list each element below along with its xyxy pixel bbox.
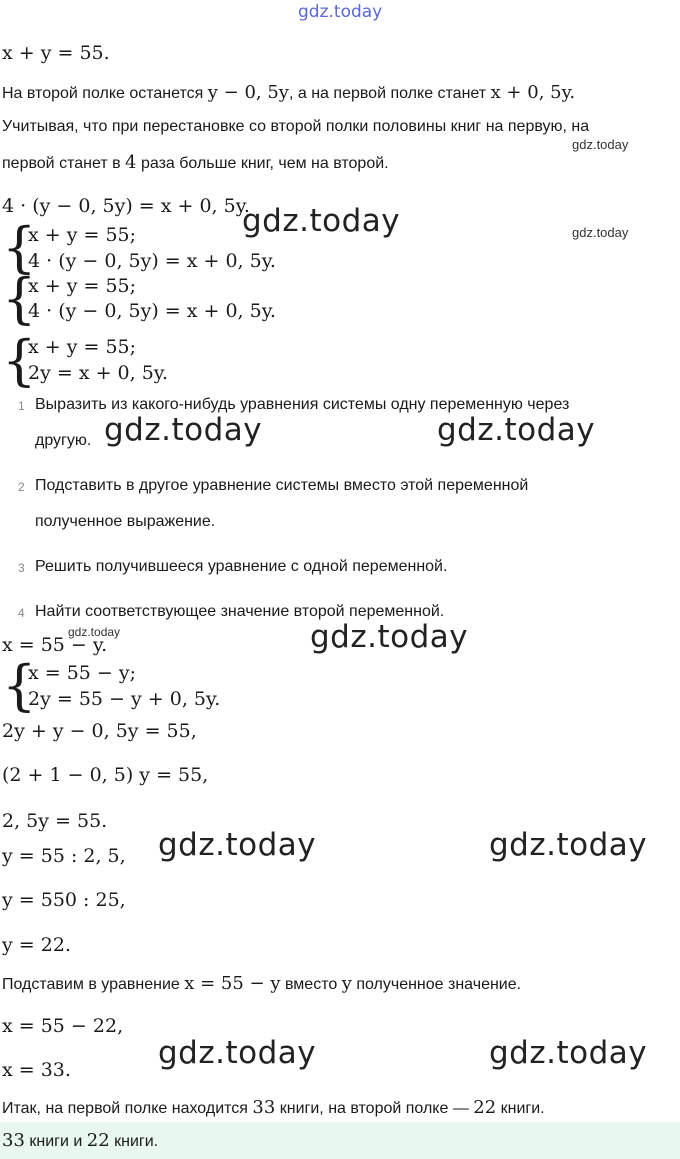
step-number: 3 [18,561,25,575]
system-line: x + y = 55; [28,275,137,297]
equation-step: y = 55 : 2, 5, [2,845,126,867]
paragraph-text: Итак, на первой полке находится [2,1100,248,1117]
paragraph-remaining [2,82,575,103]
system-line: 2y = x + 0, 5y. [28,362,169,384]
answer-box [0,1122,680,1159]
paragraph-substitute [2,973,521,994]
equation-step: y = 22. [2,934,71,956]
paragraph-text: полученное значение. [356,976,522,993]
system-line: x = 55 − y; [28,662,137,684]
watermark-big: gdz.today [310,619,469,655]
inline-math: 4 [125,152,137,173]
watermark-small: gdz.today [572,137,629,152]
brace-icon: { [2,654,37,717]
equation-step: x = 55 − 22, [2,1015,124,1037]
step-number: 4 [18,606,25,620]
inline-math: 22 [473,1097,497,1118]
paragraph-text: , а на первой полке станет [288,85,487,102]
paragraph-text: вместо [284,976,338,993]
watermark-small: gdz.today [68,625,121,639]
watermark-big: gdz.today [489,1035,648,1071]
system-line: 2y = 55 − y + 0, 5y. [28,688,221,710]
paragraph-condition-line1: Учитывая, что при перестановке со второй полки половины книг на первую, на [2,118,590,135]
answer-word: книги и [29,1133,83,1150]
brace-icon: { [2,329,37,392]
paragraph-condition-line2 [2,152,389,173]
step-text: другую. [35,432,92,449]
paragraph-text: книги, на второй полке — [279,1100,469,1117]
inline-math: y [341,973,352,994]
paragraph-conclusion [2,1097,545,1118]
equation-x: x = 55 − y. [2,634,108,656]
inline-math: x + 0, 5y. [490,82,576,103]
watermark-small: gdz.today [572,225,629,240]
step-number: 2 [18,480,25,494]
answer-word: книги. [114,1133,159,1150]
paragraph-text: книги. [500,1100,545,1117]
equation-step: x = 33. [2,1059,71,1081]
paragraph-text: раза больше книг, чем на второй. [140,155,389,172]
equation-sum: x + y = 55. [2,42,110,64]
system-line: 4 · (y − 0, 5y) = x + 0, 5y. [28,300,276,322]
step-text: Найти соответствующее значение второй переменной. [35,603,445,620]
inline-math: 22 [86,1130,110,1151]
brace-icon: { [2,267,37,330]
watermark-big: gdz.today [104,412,263,448]
watermark-big: gdz.today [489,827,648,863]
watermark-big: gdz.today [158,827,317,863]
step-text: полученное выражение. [35,513,216,530]
inline-math: 33 [252,1097,276,1118]
equation-step: 2y + y − 0, 5y = 55, [2,720,197,742]
equation-step: 2, 5y = 55. [2,810,108,832]
watermark-big: gdz.today [242,203,401,239]
watermark-top: gdz.today [298,2,383,22]
system-line: x + y = 55; [28,224,137,246]
watermark-big: gdz.today [437,412,596,448]
system-line: x + y = 55; [28,336,137,358]
equation-main: 4 · (y − 0, 5y) = x + 0, 5y. [2,195,250,217]
paragraph-text: Подставим в уравнение [2,976,180,993]
brace-icon: { [2,216,37,279]
paragraph-text: первой станет в [2,155,121,172]
watermark-big: gdz.today [158,1035,317,1071]
step-text: Выразить из какого-нибудь уравнения системы одну переменную через [35,396,570,413]
paragraph-text: На второй полке останется [2,85,204,102]
equation-step: y = 550 : 25, [2,889,126,911]
inline-math: 33 [2,1130,25,1151]
inline-math: x = 55 − y [184,973,281,994]
answer-text [2,1130,158,1151]
inline-math: y − 0, 5y [207,82,289,103]
step-number: 1 [18,399,25,413]
equation-step: (2 + 1 − 0, 5) y = 55, [2,764,209,786]
step-text: Решить получившееся уравнение с одной переменной. [35,558,448,575]
step-text: Подставить в другое уравнение системы вместо этой переменной [35,477,529,494]
system-line: 4 · (y − 0, 5y) = x + 0, 5y. [28,250,276,272]
